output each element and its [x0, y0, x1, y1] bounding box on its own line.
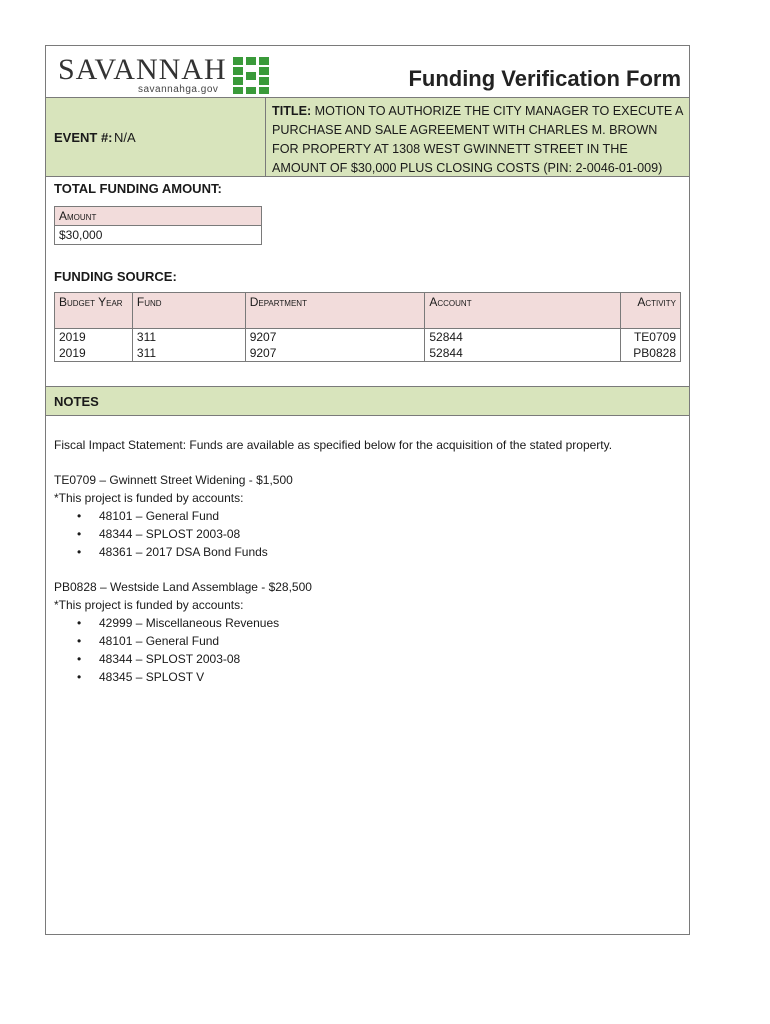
- event-value: N/A: [114, 130, 136, 145]
- column-header-budget-year: Budget Year: [55, 293, 133, 329]
- savannah-logo: [58, 54, 258, 96]
- logo-url: savannahga.gov: [138, 84, 219, 95]
- cell-activity: PB0828: [620, 345, 680, 362]
- list-item: • 48361 – 2017 DSA Bond Funds: [99, 543, 679, 561]
- funding-source-table: [54, 292, 681, 362]
- cell-activity: TE0709: [620, 329, 680, 346]
- title-label: TITLE:: [272, 104, 312, 118]
- fiscal-impact-statement: Fiscal Impact Statement: Funds are available as specified below for the acquisition of the stated property.: [54, 438, 613, 452]
- table-row: [55, 345, 681, 362]
- notes-header: [46, 386, 689, 416]
- cell-account: 52844: [425, 345, 621, 362]
- column-header-department: Department: [245, 293, 425, 329]
- project-title: TE0709 – Gwinnett Street Widening - $1,500: [54, 473, 293, 487]
- list-item: • 48344 – SPLOST 2003-08: [99, 650, 679, 668]
- account-list: [54, 614, 679, 686]
- cell-department: 9207: [245, 345, 425, 362]
- column-header-activity: Activity: [620, 293, 680, 329]
- title-cell: [266, 98, 689, 176]
- amount-table: [54, 206, 262, 245]
- cell-budget-year: 2019: [55, 345, 133, 362]
- table-header-row: [55, 293, 681, 329]
- form-title: Funding Verification Form: [408, 66, 681, 91]
- project-subtitle: *This project is funded by accounts:: [54, 491, 244, 505]
- cell-fund: 311: [132, 345, 245, 362]
- column-header-account: Account: [425, 293, 621, 329]
- project-subtitle: *This project is funded by accounts:: [54, 598, 244, 612]
- funding-source-label: FUNDING SOURCE:: [54, 269, 177, 284]
- list-item: • 48345 – SPLOST V: [99, 668, 679, 686]
- funding-verification-form: [45, 45, 690, 935]
- amount-value: $30,000: [55, 226, 262, 245]
- project-title: PB0828 – Westside Land Assemblage - $28,500: [54, 580, 312, 594]
- amount-column-header: Amount: [55, 207, 262, 226]
- form-header: [46, 46, 689, 97]
- savannah-grid-icon: [233, 57, 269, 94]
- logo-wordmark: SAVANNAH: [58, 53, 227, 86]
- cell-budget-year: 2019: [55, 329, 133, 346]
- column-header-fund: Fund: [132, 293, 245, 329]
- notes-label: NOTES: [54, 394, 99, 409]
- cell-department: 9207: [245, 329, 425, 346]
- event-title-band: [46, 97, 689, 177]
- event-cell: [46, 98, 266, 176]
- title-text: MOTION TO AUTHORIZE THE CITY MANAGER TO EXECUTE A PURCHASE AND SALE AGREEMENT WITH CHARLES M. BROWN FOR PROPERTY AT 1308 WEST GWINNETT STREET IN THE AMOUNT OF $30,000 PLUS CLOSING COSTS (PIN: 2-0046-01-009): [272, 104, 683, 175]
- list-item: • 42999 – Miscellaneous Revenues: [99, 614, 679, 632]
- event-label: EVENT #:: [54, 130, 113, 145]
- total-funding-label: TOTAL FUNDING AMOUNT:: [54, 181, 222, 196]
- table-row: [55, 329, 681, 346]
- cell-account: 52844: [425, 329, 621, 346]
- list-item: • 48101 – General Fund: [99, 632, 679, 650]
- list-item: • 48101 – General Fund: [99, 507, 679, 525]
- notes-body: [54, 436, 679, 686]
- list-item: • 48344 – SPLOST 2003-08: [99, 525, 679, 543]
- cell-fund: 311: [132, 329, 245, 346]
- account-list: [54, 507, 679, 561]
